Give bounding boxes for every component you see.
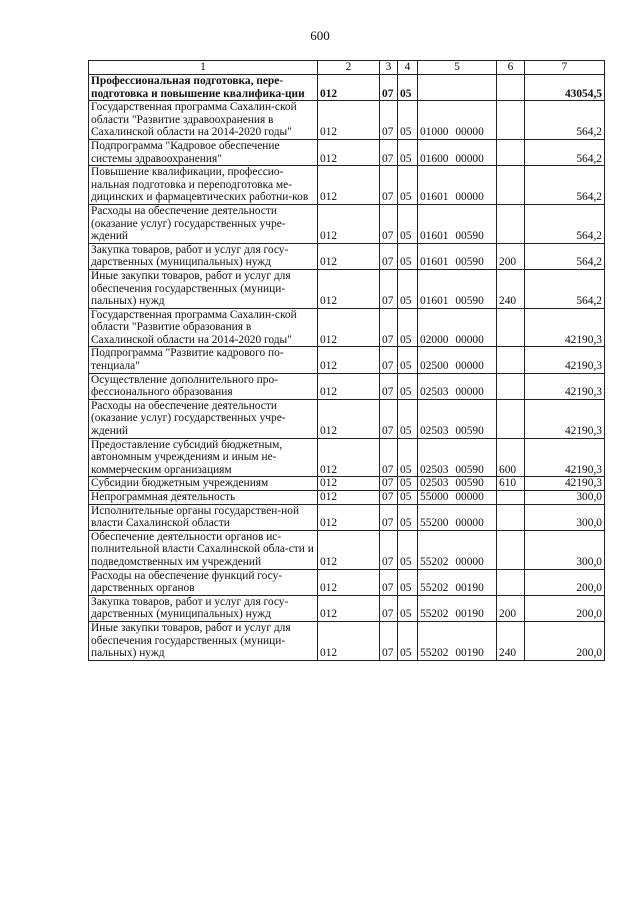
subsection-code: 05	[398, 139, 418, 165]
amount: 300,0	[525, 491, 605, 505]
target-article-code: 01600 00000	[418, 139, 497, 165]
section-code: 07	[380, 595, 398, 621]
section-code: 07	[380, 504, 398, 530]
item-name: Иные закупки товаров, работ и услуг для обеспечения государственных (муници-пальных) нужд	[89, 621, 318, 660]
target-article-code: 02503 00590	[418, 438, 497, 477]
target-article-code: 55000 00000	[418, 491, 497, 505]
target-article-code: 02500 00000	[418, 347, 497, 373]
section-code: 07	[380, 166, 398, 205]
page-number: 600	[310, 28, 330, 43]
ved-code: 012	[318, 399, 380, 438]
target-article-code: 02503 00590	[418, 477, 497, 491]
target-article-code: 01601 00590	[418, 243, 497, 269]
subsection-code: 05	[398, 373, 418, 399]
section-code: 07	[380, 530, 398, 569]
section-code: 07	[380, 621, 398, 660]
header-cell-4: 4	[398, 61, 418, 75]
item-name: Подпрограмма "Развитие кадрового по-тенциала"	[89, 347, 318, 373]
expense-type-code	[497, 308, 525, 347]
section-code: 07	[380, 308, 398, 347]
item-name: Профессиональная подготовка, пере-подготовка и повышение квалифика-ции	[89, 75, 318, 101]
subsection-code: 05	[398, 347, 418, 373]
section-code: 07	[380, 399, 398, 438]
item-name: Предоставление субсидий бюджетным, автономным учреждениям и иным не-коммерческим организациям	[89, 438, 318, 477]
amount: 42190,3	[525, 308, 605, 347]
amount: 42190,3	[525, 399, 605, 438]
section-code: 07	[380, 438, 398, 477]
header-cell-7: 7	[525, 61, 605, 75]
subsection-code: 05	[398, 504, 418, 530]
subsection-code: 05	[398, 75, 418, 101]
target-article-code: 02000 00000	[418, 308, 497, 347]
target-article-code: 01601 00590	[418, 204, 497, 243]
subsection-code: 05	[398, 101, 418, 140]
ved-code: 012	[318, 204, 380, 243]
target-article-code: 02503 00590	[418, 399, 497, 438]
table-row	[89, 504, 605, 530]
item-name: Повышение квалификации, профессио-нальная подготовка и переподготовка ме-дицинских и фармацевтических работни-ков	[89, 166, 318, 205]
ved-code: 012	[318, 595, 380, 621]
section-code: 07	[380, 204, 398, 243]
table-row	[89, 477, 605, 491]
section-code: 07	[380, 373, 398, 399]
target-article-code: 55202 00190	[418, 595, 497, 621]
expense-type-code: 200	[497, 243, 525, 269]
subsection-code: 05	[398, 243, 418, 269]
section-code: 07	[380, 477, 398, 491]
expense-type-code	[497, 491, 525, 505]
header-cell-1: 1	[89, 61, 318, 75]
expense-type-code: 240	[497, 269, 525, 308]
ved-code: 012	[318, 139, 380, 165]
target-article-code: 55202 00000	[418, 530, 497, 569]
subsection-code: 05	[398, 438, 418, 477]
item-name: Непрограммная деятельность	[89, 491, 318, 505]
amount: 42190,3	[525, 347, 605, 373]
expense-type-code: 610	[497, 477, 525, 491]
subsection-code: 05	[398, 477, 418, 491]
table-row	[89, 621, 605, 660]
table-row	[89, 530, 605, 569]
ved-code: 012	[318, 347, 380, 373]
target-article-code: 55202 00190	[418, 569, 497, 595]
section-code: 07	[380, 101, 398, 140]
expense-type-code	[497, 373, 525, 399]
header-cell-6: 6	[497, 61, 525, 75]
header-cell-3: 3	[380, 61, 398, 75]
item-name: Осуществление дополнительного про-фессионального образования	[89, 373, 318, 399]
header-row	[89, 61, 605, 75]
target-article-code: 01601 00590	[418, 269, 497, 308]
subsection-code: 05	[398, 166, 418, 205]
table-row	[89, 139, 605, 165]
table-row	[89, 373, 605, 399]
amount: 42190,3	[525, 373, 605, 399]
subsection-code: 05	[398, 269, 418, 308]
table-row	[89, 204, 605, 243]
amount: 43054,5	[525, 75, 605, 101]
ved-code: 012	[318, 101, 380, 140]
item-name: Субсидии бюджетным учреждениям	[89, 477, 318, 491]
item-name: Иные закупки товаров, работ и услуг для обеспечения государственных (муници-пальных) нужд	[89, 269, 318, 308]
item-name: Расходы на обеспечение деятельности (оказание услуг) государственных учре-ждений	[89, 204, 318, 243]
table-row	[89, 243, 605, 269]
amount: 564,2	[525, 166, 605, 205]
expense-type-code	[497, 139, 525, 165]
ved-code: 012	[318, 569, 380, 595]
subsection-code: 05	[398, 595, 418, 621]
amount: 300,0	[525, 530, 605, 569]
section-code: 07	[380, 75, 398, 101]
ved-code: 012	[318, 269, 380, 308]
amount: 300,0	[525, 504, 605, 530]
target-article-code: 01000 00000	[418, 101, 497, 140]
table-row	[89, 491, 605, 505]
item-name: Государственная программа Сахалин-ской области "Развитие здравоохранения в Сахалинской области на 2014-2020 годы"	[89, 101, 318, 140]
table-row	[89, 438, 605, 477]
item-name: Государственная программа Сахалин-ской области "Развитие образования в Сахалинской области на 2014-2020 годы"	[89, 308, 318, 347]
ved-code: 012	[318, 530, 380, 569]
table-row	[89, 595, 605, 621]
item-name: Закупка товаров, работ и услуг для госу-дарственных (муниципальных) нужд	[89, 243, 318, 269]
subsection-code: 05	[398, 569, 418, 595]
expense-type-code	[497, 530, 525, 569]
ved-code: 012	[318, 243, 380, 269]
subsection-code: 05	[398, 530, 418, 569]
item-name: Расходы на обеспечение функций госу-дарственных органов	[89, 569, 318, 595]
expense-type-code	[497, 75, 525, 101]
amount: 42190,3	[525, 438, 605, 477]
section-code: 07	[380, 269, 398, 308]
expense-type-code	[497, 204, 525, 243]
amount: 200,0	[525, 621, 605, 660]
subsection-code: 05	[398, 308, 418, 347]
expense-type-code	[497, 347, 525, 373]
section-code: 07	[380, 569, 398, 595]
amount: 564,2	[525, 139, 605, 165]
amount: 42190,3	[525, 477, 605, 491]
expense-type-code	[497, 166, 525, 205]
ved-code: 012	[318, 477, 380, 491]
table-row	[89, 75, 605, 101]
expense-type-code: 600	[497, 438, 525, 477]
target-article-code: 02503 00000	[418, 373, 497, 399]
ved-code: 012	[318, 491, 380, 505]
item-name: Закупка товаров, работ и услуг для госу-дарственных (муниципальных) нужд	[89, 595, 318, 621]
item-name: Расходы на обеспечение деятельности (оказание услуг) государственных учре-ждений	[89, 399, 318, 438]
budget-table	[88, 60, 605, 661]
item-name: Исполнительные органы государствен-ной власти Сахалинской области	[89, 504, 318, 530]
amount: 564,2	[525, 204, 605, 243]
amount: 564,2	[525, 269, 605, 308]
ved-code: 012	[318, 621, 380, 660]
target-article-code: 01601 00000	[418, 166, 497, 205]
target-article-code	[418, 75, 497, 101]
target-article-code: 55200 00000	[418, 504, 497, 530]
amount: 200,0	[525, 595, 605, 621]
expense-type-code	[497, 399, 525, 438]
table-row	[89, 399, 605, 438]
header-cell-2: 2	[318, 61, 380, 75]
item-name: Обеспечение деятельности органов ис-полнительной власти Сахалинской обла-сти и подведомственных им учреждений	[89, 530, 318, 569]
table-row	[89, 569, 605, 595]
subsection-code: 05	[398, 491, 418, 505]
expense-type-code: 200	[497, 595, 525, 621]
amount: 564,2	[525, 243, 605, 269]
table-row	[89, 269, 605, 308]
ved-code: 012	[318, 166, 380, 205]
amount: 564,2	[525, 101, 605, 140]
ved-code: 012	[318, 438, 380, 477]
target-article-code: 55202 00190	[418, 621, 497, 660]
table-row	[89, 166, 605, 205]
section-code: 07	[380, 491, 398, 505]
ved-code: 012	[318, 373, 380, 399]
table-row	[89, 347, 605, 373]
item-name: Подпрограмма "Кадровое обеспечение системы здравоохранения"	[89, 139, 318, 165]
expense-type-code	[497, 101, 525, 140]
subsection-code: 05	[398, 621, 418, 660]
ved-code: 012	[318, 504, 380, 530]
ved-code: 012	[318, 308, 380, 347]
table-row	[89, 308, 605, 347]
table-row	[89, 101, 605, 140]
expense-type-code	[497, 569, 525, 595]
ved-code: 012	[318, 75, 380, 101]
subsection-code: 05	[398, 399, 418, 438]
expense-type-code	[497, 504, 525, 530]
section-code: 07	[380, 347, 398, 373]
section-code: 07	[380, 139, 398, 165]
section-code: 07	[380, 243, 398, 269]
expense-type-code: 240	[497, 621, 525, 660]
amount: 200,0	[525, 569, 605, 595]
header-cell-5: 5	[418, 61, 497, 75]
subsection-code: 05	[398, 204, 418, 243]
